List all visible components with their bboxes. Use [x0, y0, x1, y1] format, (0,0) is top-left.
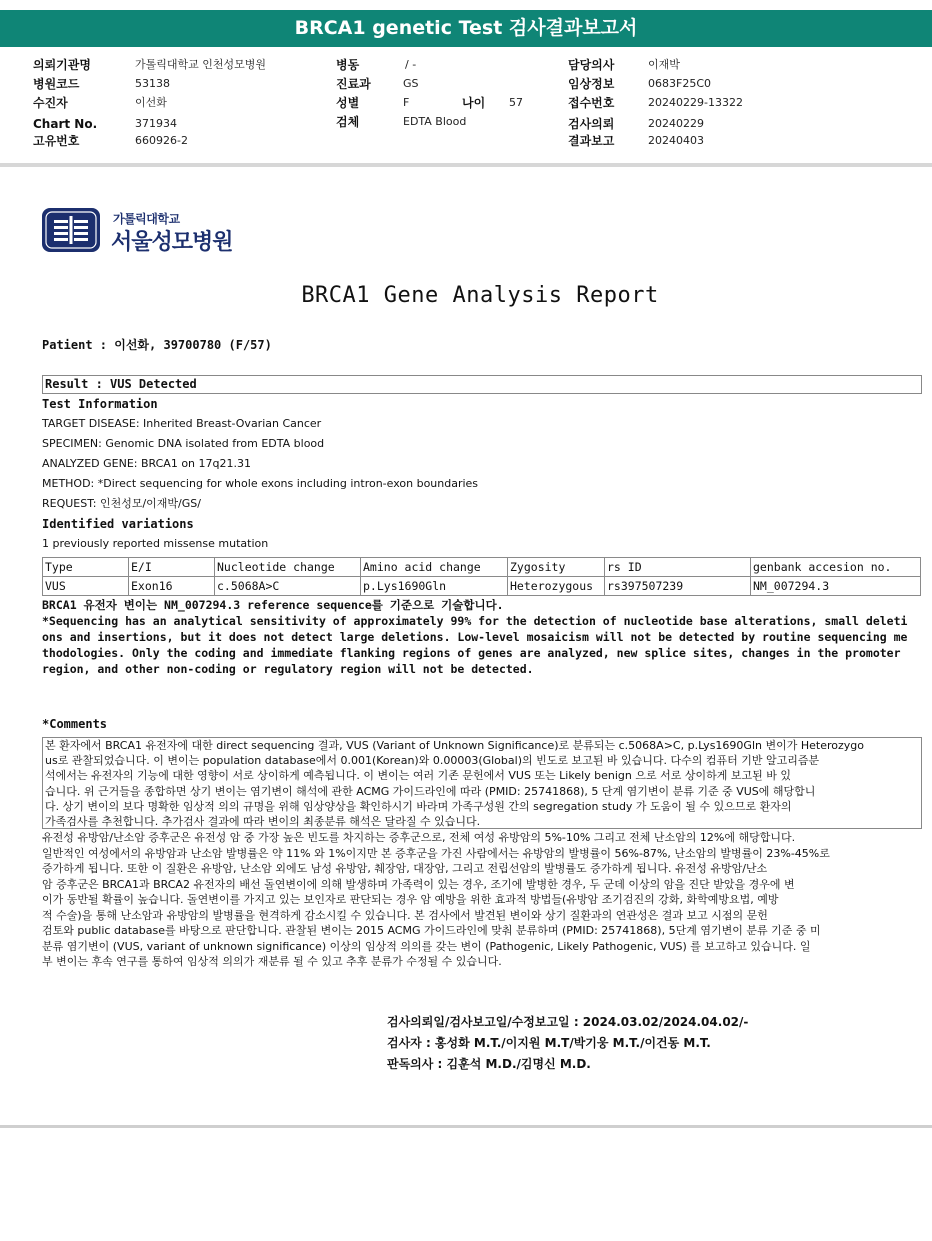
label-age: 나이: [462, 96, 486, 110]
cell-nucleotide: c.5068A>C: [215, 577, 361, 596]
cell-genbank: NM_007294.3: [751, 577, 921, 596]
value-sex: F: [403, 96, 410, 109]
sequencing-line: *Sequencing has an analytical sensitivity of approximately 99% for the detection of nucleotide base alterations, small deleti: [42, 614, 908, 628]
value-physician: 이재박: [648, 58, 680, 71]
label-chart-no: Chart No.: [33, 117, 98, 131]
value-unique-no: 660926-2: [135, 134, 188, 147]
label-specimen: 검체: [336, 115, 360, 129]
label-ward: 병동: [336, 58, 360, 72]
table-header-row: [43, 558, 921, 577]
logo-hospital-name: 서울성모병원: [111, 230, 233, 255]
patient-line: Patient : 이선화, 39700780 (F/57): [42, 338, 272, 352]
report-title: BRCA1 Gene Analysis Report: [301, 283, 659, 308]
value-chart-no: 371934: [135, 117, 177, 130]
cell-amino-acid: p.Lys1690Gln: [361, 577, 508, 596]
label-patient: 수진자: [33, 96, 68, 110]
label-institution: 의뢰기관명: [33, 58, 91, 72]
variations-table: [42, 557, 921, 596]
value-patient: 이선화: [135, 96, 167, 109]
label-receipt-no: 접수번호: [568, 96, 615, 110]
sequencing-line: thodologies. Only the coding and immediate flanking regions of genes are analyzed, new splice sites, changes in the promoter: [42, 646, 901, 660]
comment-line: 이가 동반될 확률이 높습니다. 돌연변이를 가지고 있는 보인자로 판단되는 경우 암 예방을 위한 효과적 방법들(유방암 조기검진의 강화, 화학예방요법, 예방: [42, 893, 779, 906]
label-report-date: 결과보고: [568, 134, 615, 148]
hospital-emblem-icon: [40, 206, 102, 254]
col-genbank: genbank accesion no.: [751, 558, 921, 577]
request: REQUEST: 인천성모/이재박/GS/: [42, 497, 201, 510]
report-title-bar: BRCA1 genetic Test 검사결과보고서: [0, 10, 932, 47]
value-clinical-info: 0683F25C0: [648, 77, 711, 90]
variations-heading: Identified variations: [42, 517, 194, 531]
col-amino-acid: Amino acid change: [361, 558, 508, 577]
value-ward: / -: [405, 58, 417, 71]
col-type: Type: [43, 558, 129, 577]
sequencing-line: region, and other non-coding or regulatory region will not be detected.: [42, 662, 534, 676]
comment-line: 가족검사를 추천합니다. 추가검사 결과에 따라 변이의 최종분류 해석은 달라질 수 있습니다.: [45, 815, 481, 829]
analyzed-gene: ANALYZED GENE: BRCA1 on 17q21.31: [42, 457, 251, 470]
hospital-logo: [40, 206, 240, 256]
value-report-date: 20240403: [648, 134, 704, 147]
label-sex: 성별: [336, 96, 360, 110]
value-department: GS: [403, 77, 419, 90]
label-department: 진료과: [336, 77, 371, 91]
footer-divider: [0, 1125, 932, 1128]
comments-heading: *Comments: [42, 717, 108, 731]
sequencing-note: [42, 597, 922, 677]
cell-ei: Exon16: [129, 577, 215, 596]
col-zygosity: Zygosity: [508, 558, 605, 577]
col-rs-id: rs ID: [605, 558, 751, 577]
comment-line: 유전성 유방암/난소암 증후군은 유전성 암 중 가장 높은 빈도를 차지하는 증후군으로, 전체 여성 유방암의 5%-10% 그리고 전체 난소암의 12%에 해당합니다.: [42, 831, 796, 844]
cell-zygosity: Heterozygous: [508, 577, 605, 596]
comment-line: 일반적인 여성에서의 유방암과 난소암 발병률은 약 11% 와 1%이지만 본 증후군을 가진 사람에서는 유방암의 발병률이 56%-87%, 난소암의 발병률이 23%-45%로: [42, 846, 830, 860]
table-row: [43, 577, 921, 596]
comment-line: 부 변이는 후속 연구를 통하여 임상적 의의가 재분류 될 수 있고 추후 분류가 수정될 수 있습니다.: [42, 955, 502, 968]
header-divider: [0, 163, 932, 167]
variations-summary: 1 previously reported missense mutation: [42, 537, 269, 550]
test-info-heading: Test Information: [42, 397, 158, 411]
comment-line: 암 증후군은 BRCA1과 BRCA2 유전자의 배선 돌연변이에 의해 발생하며 가족력이 있는 경우, 조기에 발병한 경우, 두 군데 이상의 암을 진단 받았을 경우에 변: [42, 877, 795, 891]
comment-line: 증가하게 됩니다. 또한 이 질환은 유방암, 난소암 외에도 남성 유방암, 췌장암, 대장암, 그리고 전립선암의 발병률도 증가하게 됩니다. 유전성 유방암/난소: [42, 862, 768, 875]
label-hospital-code: 병원코드: [33, 77, 80, 91]
col-ei: E/I: [129, 558, 215, 577]
logo-university-name: 가톨릭대학교: [113, 212, 180, 226]
comment-line: 검토와 public database를 바탕으로 판단합니다. 관찰된 변이는 2015 ACMG 가이드라인에 맞춰 분류하며 (PMID: 25741868), 5단계 염기변이 분류 기준 중 미: [42, 924, 821, 937]
comments-background-text: [42, 830, 922, 970]
physicians: 판독의사 : 김훈석 M.D./김명신 M.D.: [387, 1057, 591, 1071]
value-request-date: 20240229: [648, 117, 704, 130]
comments-box: [42, 737, 922, 829]
value-receipt-no: 20240229-13322: [648, 96, 743, 109]
specimen: SPECIMEN: Genomic DNA isolated from EDTA blood: [42, 437, 325, 450]
technicians: 검사자 : 홍성화 M.T./이지원 M.T/박기웅 M.T./이건동 M.T.: [387, 1036, 711, 1050]
label-request-date: 검사의뢰: [568, 117, 615, 131]
sequencing-line: ons and insertions, but it does not detect large deletions. Low-level mosaicism will not be detected by routine sequencing me: [42, 630, 908, 644]
comment-line: 석에서는 유전자의 기능에 대한 영향이 서로 상이하게 예측됩니다. 이 변이는 여러 기존 문헌에서 VUS 또는 Likely benign 으로 서로 상이하게 보고된 바 있: [45, 769, 792, 783]
value-age: 57: [509, 96, 523, 109]
comment-line: 습니다. 위 근거들을 종합하면 상기 변이는 염기변이 해석에 관한 ACMG 가이드라인에 따라 (PMID: 25741868), 5 단계 염기변이 분류 기준 중 VUS에 해당합니: [45, 784, 816, 798]
cell-rs-id: rs397507239: [605, 577, 751, 596]
target-disease: TARGET DISEASE: Inherited Breast-Ovarian Cancer: [42, 417, 322, 430]
comment-line: 적 수술)을 통해 난소암과 유방암의 발병률을 현격하게 감소시킬 수 있습니다. 본 검사에서 발견된 변이와 상기 질환과의 연관성은 결과 보고 시점의 문헌: [42, 908, 768, 922]
label-unique-no: 고유번호: [33, 134, 80, 148]
value-specimen: EDTA Blood: [403, 115, 467, 128]
comment-line: 분류 염기변이 (VUS, variant of unknown significance) 이상의 임상적 의의를 갖는 변이 (Pathogenic, Likely Pathogenic, VUS) 를 보고하고 있습니다. 일: [42, 939, 811, 953]
comment-line: 다. 상기 변이의 보다 명확한 임상적 의의 규명을 위해 임상양상을 확인하시기 바라며 가족구성원 간의 segregation study 가 도움이 될 수 있으므로 환자의: [45, 799, 792, 813]
reference-note: BRCA1 유전자 변이는 NM_007294.3 reference sequence를 기준으로 기술합니다.: [42, 598, 504, 612]
comment-line: us로 관찰되었습니다. 이 변이는 population database에서 0.001(Korean)와 0.00003(Global)의 빈도로 보고된 바 있습니다. 다수의 컴퓨터 기반 알고리즘분: [45, 754, 820, 768]
result-box: Result : VUS Detected: [42, 375, 922, 394]
value-hospital-code: 53138: [135, 77, 170, 90]
label-clinical-info: 임상정보: [568, 77, 615, 91]
comment-line: 본 환자에서 BRCA1 유전자에 대한 direct sequencing 결과, VUS (Variant of Unknown Significance)로 분류되는 c.5068A>C, p.Lys1690Gln 변이가 Heterozygo: [45, 739, 864, 752]
cell-type: VUS: [43, 577, 129, 596]
label-physician: 담당의사: [568, 58, 615, 72]
method: METHOD: *Direct sequencing for whole exons including intron-exon boundaries: [42, 477, 479, 490]
col-nucleotide: Nucleotide change: [215, 558, 361, 577]
report-dates: 검사의뢰일/검사보고일/수정보고일 : 2024.03.02/2024.04.02/-: [387, 1015, 749, 1029]
value-institution: 가톨릭대학교 인천성모병원: [135, 58, 267, 71]
